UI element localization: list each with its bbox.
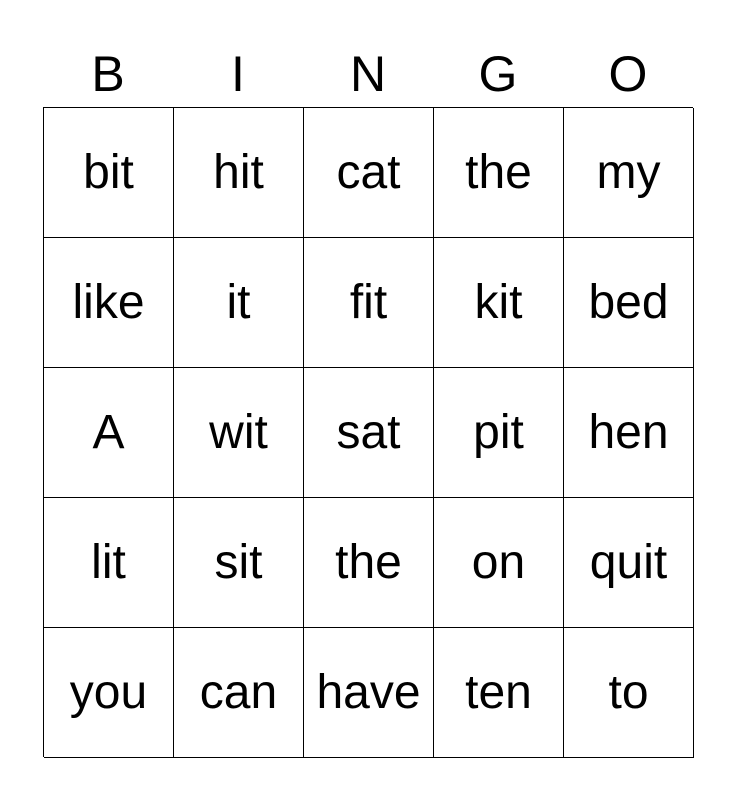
bingo-cell[interactable]: sit — [174, 498, 304, 628]
header-letter-n: N — [349, 46, 387, 102]
bingo-header — [43, 40, 693, 108]
bingo-cell[interactable]: the — [434, 108, 564, 238]
bingo-cell[interactable]: have — [304, 628, 434, 758]
bingo-cell[interactable]: pit — [434, 368, 564, 498]
bingo-cell[interactable]: can — [174, 628, 304, 758]
bingo-cell[interactable]: hit — [174, 108, 304, 238]
bingo-cell[interactable]: like — [44, 238, 174, 368]
header-letter-b: B — [91, 46, 125, 102]
bingo-cell[interactable]: A — [44, 368, 174, 498]
bingo-cell[interactable]: it — [174, 238, 304, 368]
bingo-cell[interactable]: ten — [434, 628, 564, 758]
bingo-cell[interactable]: on — [434, 498, 564, 628]
bingo-cell[interactable]: cat — [304, 108, 434, 238]
header-letter-i: I — [231, 46, 245, 102]
bingo-cell[interactable]: quit — [564, 498, 694, 628]
bingo-cell[interactable]: sat — [304, 368, 434, 498]
bingo-cell[interactable]: my — [564, 108, 694, 238]
bingo-board — [43, 107, 693, 757]
bingo-cell[interactable]: fit — [304, 238, 434, 368]
bingo-cell[interactable]: kit — [434, 238, 564, 368]
bingo-cell[interactable]: the — [304, 498, 434, 628]
header-letter-g: G — [478, 46, 518, 102]
bingo-cell[interactable]: bed — [564, 238, 694, 368]
bingo-cell[interactable]: hen — [564, 368, 694, 498]
bingo-cell[interactable]: to — [564, 628, 694, 758]
bingo-cell[interactable]: bit — [44, 108, 174, 238]
header-letter-o: O — [608, 46, 648, 102]
bingo-cell[interactable]: wit — [174, 368, 304, 498]
bingo-cell[interactable]: you — [44, 628, 174, 758]
bingo-cell[interactable]: lit — [44, 498, 174, 628]
